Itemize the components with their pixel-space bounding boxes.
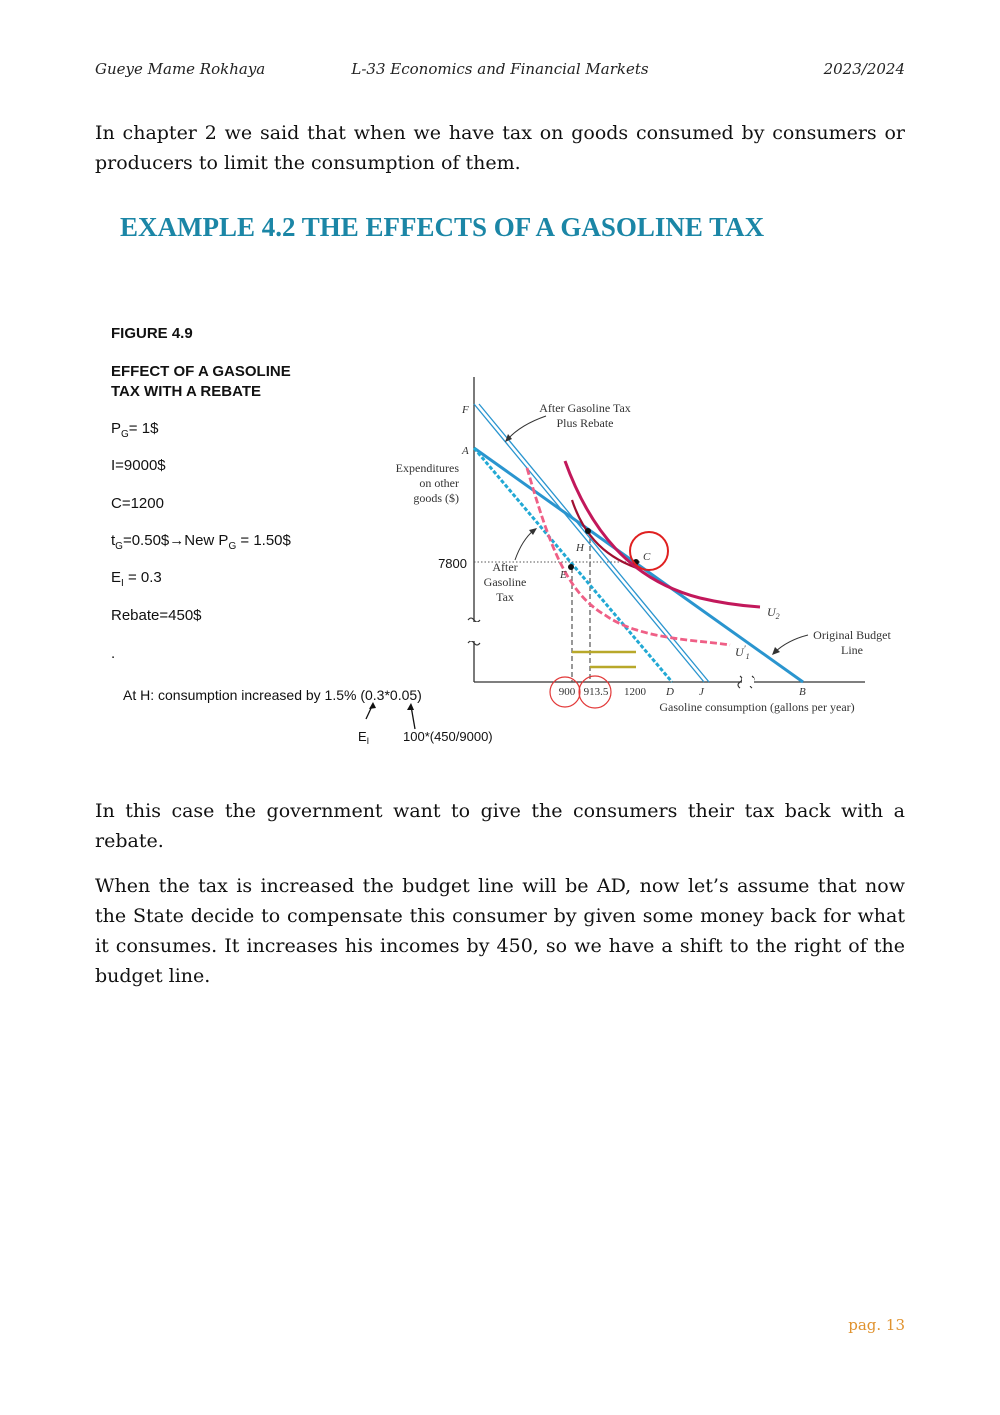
label-after-tax-line1: After (492, 560, 518, 574)
label-original-budget-line1: Original Budget (813, 628, 891, 642)
label-after-tax-rebate-line1: After Gasoline Tax (539, 401, 631, 415)
price-gasoline: $P_G=$ 1$ (111, 420, 159, 440)
arrow-head-ei (369, 702, 376, 709)
label-original-budget-line2: Line (841, 643, 863, 657)
label-after-tax-rebate-line2: Plus Rebate (556, 416, 614, 430)
income-value: I=9000$ (111, 457, 166, 474)
point-e-marker (568, 564, 574, 570)
label-b: B (799, 686, 806, 698)
label-f: F (462, 404, 469, 416)
x-tick-900: 900 (558, 686, 576, 698)
y-axis-label-line1: Expenditures (395, 461, 459, 475)
page-number: pag. 13 (848, 1316, 905, 1334)
label-a: A (462, 445, 469, 457)
example-title: EXAMPLE 4.2 THE EFFECTS OF A GASOLINE TAX (120, 212, 765, 242)
y-axis-gap (470, 622, 480, 641)
rebate-budget-line-b (479, 404, 709, 682)
consumption-value: C=1200 (111, 495, 164, 512)
paragraph-budget: When the tax is increased the budget line will be AD, now let’s assume that now the State decide to compensate this consumer by given some money back for what it consumes. It increases his incomes by 450, so we have a shift to the right of the budget line. (95, 875, 905, 987)
figure-label: FIGURE 4.9 (111, 325, 193, 342)
x-axis-label: Gasoline consumption (gallons per year) (659, 700, 855, 714)
tax-value: $t_G=0.50\$\to New$ $P_G$ = 1.50$ (111, 532, 291, 552)
label-j: J (699, 686, 704, 698)
figure-caption-line1: EFFECT OF A GASOLINE (111, 363, 291, 380)
label-after-tax-line3: Tax (496, 590, 514, 604)
rebate-value: Rebate=450$ (111, 607, 202, 624)
note-at-h: At H: consumption increased by 1.5% (0.3*0.05) (123, 687, 422, 703)
header-course: L-33 Economics and Financial Markets (351, 60, 649, 78)
y-axis-label-line2: on other (419, 476, 459, 490)
note-calc: 100*(450/9000) (403, 729, 493, 744)
y-axis-label-line3: goods ($) (413, 491, 459, 505)
label-u2: $U_2$ (767, 605, 780, 621)
label-u1: $U'_1$ (735, 644, 750, 661)
point-h-marker (585, 528, 591, 534)
header-year: 2023/2024 (823, 60, 905, 78)
label-h: H (576, 542, 584, 554)
x-axis-gap (742, 678, 754, 686)
original-budget-line (474, 448, 803, 682)
dot-mark: . (111, 645, 116, 662)
arrow-head-calc (407, 703, 414, 710)
pointer-original-budget (775, 635, 808, 652)
y-tick-7800: 7800 (438, 556, 467, 571)
label-c: C (643, 551, 651, 563)
intro-paragraph: In chapter 2 we said that when we have tax on goods consumed by consumers or producers to limit the consumption of them. (95, 122, 905, 174)
header-author: Gueye Mame Rokhaya (95, 60, 266, 78)
pointer-after-tax (515, 530, 534, 560)
label-e: E (560, 569, 567, 581)
figure-caption-line2: TAX WITH A REBATE (111, 383, 261, 400)
label-d: D (666, 686, 674, 698)
x-tick-1200: 1200 (624, 686, 646, 698)
paragraph-rebate: In this case the government want to give the consumers their tax back with a rebate. (95, 800, 905, 852)
income-elasticity: $E_I = 0.3$ (111, 569, 162, 589)
label-after-tax-line2: Gasoline (483, 575, 527, 589)
rebate-budget-line-a (474, 404, 704, 682)
x-tick-913: 913.5 (583, 686, 609, 698)
pointer-after-tax-rebate (507, 416, 546, 440)
note-ei: $E_I$ (358, 729, 370, 746)
